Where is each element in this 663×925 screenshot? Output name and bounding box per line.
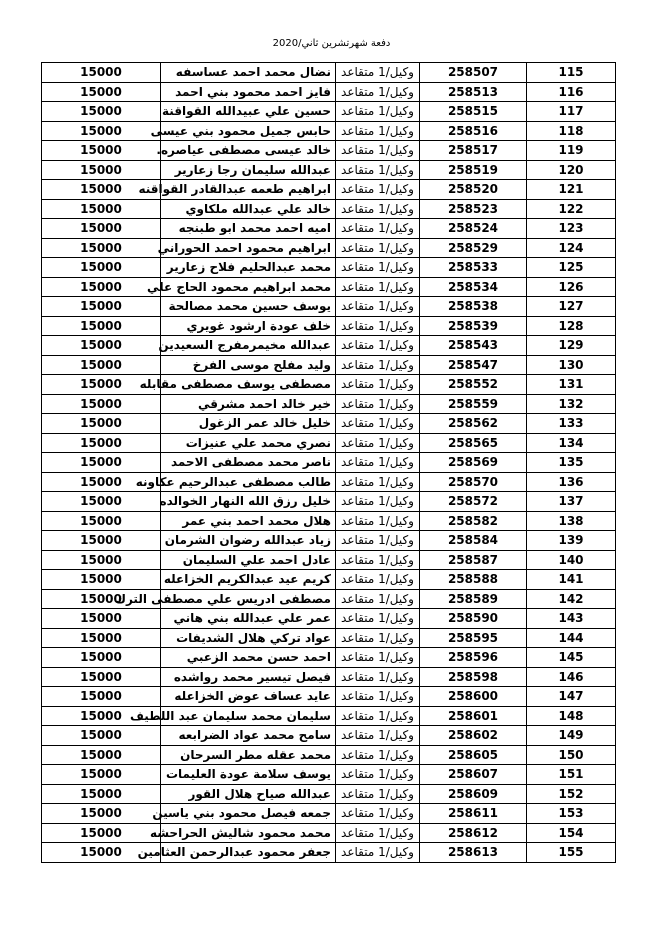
name-cell: حسين علي عبيدالله القواقنة xyxy=(161,102,336,122)
rank-cell: وكيل/1 متقاعد xyxy=(336,628,420,648)
table-row xyxy=(42,160,616,180)
amount-cell: 15000 xyxy=(42,492,161,512)
sequence-cell: 121 xyxy=(527,180,616,200)
rank-cell: وكيل/1 متقاعد xyxy=(336,667,420,687)
name-cell: يوسف حسين محمد مصالحة xyxy=(161,297,336,317)
name-cell: مصطفى يوسف مصطفى مقابله xyxy=(161,375,336,395)
amount-cell: 15000 xyxy=(42,706,161,726)
table-row xyxy=(42,472,616,492)
name-cell: فيصل تيسير محمد رواشده xyxy=(161,667,336,687)
amount-cell: 15000 xyxy=(42,531,161,551)
roster-body xyxy=(42,63,616,863)
name-cell: محمد ابراهيم محمود الحاج علي xyxy=(161,277,336,297)
amount-cell: 15000 xyxy=(42,745,161,765)
table-row xyxy=(42,297,616,317)
rank-cell: وكيل/1 متقاعد xyxy=(336,531,420,551)
id-number-cell: 258612 xyxy=(420,823,527,843)
name-cell: عادل احمد علي السليمان xyxy=(161,550,336,570)
id-number-cell: 258523 xyxy=(420,199,527,219)
rank-cell: وكيل/1 متقاعد xyxy=(336,687,420,707)
id-number-cell: 258534 xyxy=(420,277,527,297)
amount-cell: 15000 xyxy=(42,258,161,278)
amount-cell: 15000 xyxy=(42,355,161,375)
id-number-cell: 258611 xyxy=(420,804,527,824)
rank-cell: وكيل/1 متقاعد xyxy=(336,550,420,570)
name-cell: ابراهيم محمود احمد الحوراني xyxy=(161,238,336,258)
table-row xyxy=(42,531,616,551)
sequence-cell: 144 xyxy=(527,628,616,648)
id-number-cell: 258517 xyxy=(420,141,527,161)
sequence-cell: 136 xyxy=(527,472,616,492)
amount-cell: 15000 xyxy=(42,687,161,707)
amount-cell: 15000 xyxy=(42,628,161,648)
name-cell: ناصر محمد مصطفى الاحمد xyxy=(161,453,336,473)
sequence-cell: 150 xyxy=(527,745,616,765)
name-cell: خير خالد احمد مشرقي xyxy=(161,394,336,414)
table-row xyxy=(42,726,616,746)
table-row xyxy=(42,355,616,375)
id-number-cell: 258589 xyxy=(420,589,527,609)
id-number-cell: 258519 xyxy=(420,160,527,180)
id-number-cell: 258570 xyxy=(420,472,527,492)
rank-cell: وكيل/1 متقاعد xyxy=(336,121,420,141)
id-number-cell: 258587 xyxy=(420,550,527,570)
id-number-cell: 258569 xyxy=(420,453,527,473)
name-cell: محمد عقله مطر السرحان xyxy=(161,745,336,765)
rank-cell: وكيل/1 متقاعد xyxy=(336,336,420,356)
sequence-cell: 140 xyxy=(527,550,616,570)
sequence-cell: 122 xyxy=(527,199,616,219)
sequence-cell: 154 xyxy=(527,823,616,843)
amount-cell: 15000 xyxy=(42,843,161,863)
table-row xyxy=(42,82,616,102)
table-row xyxy=(42,843,616,863)
id-number-cell: 258590 xyxy=(420,609,527,629)
amount-cell: 15000 xyxy=(42,297,161,317)
amount-cell: 15000 xyxy=(42,102,161,122)
id-number-cell: 258605 xyxy=(420,745,527,765)
amount-cell: 15000 xyxy=(42,238,161,258)
amount-cell: 15000 xyxy=(42,316,161,336)
rank-cell: وكيل/1 متقاعد xyxy=(336,609,420,629)
table-row xyxy=(42,258,616,278)
rank-cell: وكيل/1 متقاعد xyxy=(336,706,420,726)
amount-cell: 15000 xyxy=(42,726,161,746)
amount-cell: 15000 xyxy=(42,609,161,629)
amount-cell: 15000 xyxy=(42,511,161,531)
name-cell: خالد عيسى مصطفى عياصره. xyxy=(161,141,336,161)
name-cell: فايز احمد محمود بني احمد xyxy=(161,82,336,102)
rank-cell: وكيل/1 متقاعد xyxy=(336,199,420,219)
rank-cell: وكيل/1 متقاعد xyxy=(336,726,420,746)
sequence-cell: 138 xyxy=(527,511,616,531)
name-cell: زياد عبدالله رضوان الشرمان xyxy=(161,531,336,551)
table-row xyxy=(42,804,616,824)
id-number-cell: 258529 xyxy=(420,238,527,258)
rank-cell: وكيل/1 متقاعد xyxy=(336,765,420,785)
name-cell: عايد عساف عوض الخزاعله xyxy=(161,687,336,707)
id-number-cell: 258602 xyxy=(420,726,527,746)
id-number-cell: 258598 xyxy=(420,667,527,687)
sequence-cell: 142 xyxy=(527,589,616,609)
table-row xyxy=(42,336,616,356)
rank-cell: وكيل/1 متقاعد xyxy=(336,648,420,668)
rank-cell: وكيل/1 متقاعد xyxy=(336,745,420,765)
sequence-cell: 143 xyxy=(527,609,616,629)
sequence-cell: 124 xyxy=(527,238,616,258)
table-row xyxy=(42,316,616,336)
id-number-cell: 258533 xyxy=(420,258,527,278)
rank-cell: وكيل/1 متقاعد xyxy=(336,219,420,239)
name-cell: خليل خالد عمر الزغول xyxy=(161,414,336,434)
table-row xyxy=(42,609,616,629)
table-row xyxy=(42,492,616,512)
table-row xyxy=(42,706,616,726)
sequence-cell: 115 xyxy=(527,63,616,83)
table-row xyxy=(42,433,616,453)
amount-cell: 15000 xyxy=(42,180,161,200)
amount-cell: 15000 xyxy=(42,472,161,492)
name-cell: جمعه فيصل محمود بني ياسين xyxy=(161,804,336,824)
table-row xyxy=(42,765,616,785)
amount-cell: 15000 xyxy=(42,277,161,297)
sequence-cell: 128 xyxy=(527,316,616,336)
id-number-cell: 258515 xyxy=(420,102,527,122)
name-cell: مصطفى ادريس علي مصطفى الترك xyxy=(161,589,336,609)
id-number-cell: 258559 xyxy=(420,394,527,414)
sequence-cell: 118 xyxy=(527,121,616,141)
id-number-cell: 258524 xyxy=(420,219,527,239)
name-cell: اميه احمد محمد ابو طبنجه xyxy=(161,219,336,239)
name-cell: محمد محمود شاليش الحراحشه xyxy=(161,823,336,843)
name-cell: حابس جميل محمود بني عيسى xyxy=(161,121,336,141)
rank-cell: وكيل/1 متقاعد xyxy=(336,589,420,609)
name-cell: هلال محمد احمد بني عمر xyxy=(161,511,336,531)
page-header: دفعة شهرتشرين ثاني/2020 xyxy=(272,38,391,49)
table-row xyxy=(42,141,616,161)
rank-cell: وكيل/1 متقاعد xyxy=(336,180,420,200)
amount-cell: 15000 xyxy=(42,784,161,804)
amount-cell: 15000 xyxy=(42,414,161,434)
table-row xyxy=(42,199,616,219)
table-row xyxy=(42,453,616,473)
sequence-cell: 139 xyxy=(527,531,616,551)
sequence-cell: 151 xyxy=(527,765,616,785)
sequence-cell: 123 xyxy=(527,219,616,239)
amount-cell: 15000 xyxy=(42,804,161,824)
table-row xyxy=(42,375,616,395)
id-number-cell: 258507 xyxy=(420,63,527,83)
sequence-cell: 119 xyxy=(527,141,616,161)
id-number-cell: 258582 xyxy=(420,511,527,531)
amount-cell: 15000 xyxy=(42,121,161,141)
rank-cell: وكيل/1 متقاعد xyxy=(336,355,420,375)
name-cell: نضال محمد احمد عساسفه xyxy=(161,63,336,83)
rank-cell: وكيل/1 متقاعد xyxy=(336,843,420,863)
name-cell: سامح محمد عواد الضرابعه xyxy=(161,726,336,746)
id-number-cell: 258552 xyxy=(420,375,527,395)
sequence-cell: 126 xyxy=(527,277,616,297)
sequence-cell: 130 xyxy=(527,355,616,375)
amount-cell: 15000 xyxy=(42,219,161,239)
rank-cell: وكيل/1 متقاعد xyxy=(336,82,420,102)
sequence-cell: 134 xyxy=(527,433,616,453)
table-row xyxy=(42,784,616,804)
sequence-cell: 133 xyxy=(527,414,616,434)
sequence-cell: 146 xyxy=(527,667,616,687)
id-number-cell: 258596 xyxy=(420,648,527,668)
id-number-cell: 258572 xyxy=(420,492,527,512)
sequence-cell: 117 xyxy=(527,102,616,122)
sequence-cell: 135 xyxy=(527,453,616,473)
amount-cell: 15000 xyxy=(42,375,161,395)
id-number-cell: 258588 xyxy=(420,570,527,590)
table-row xyxy=(42,394,616,414)
name-cell: خلف عودة ارشود غويري xyxy=(161,316,336,336)
table-row xyxy=(42,589,616,609)
id-number-cell: 258520 xyxy=(420,180,527,200)
rank-cell: وكيل/1 متقاعد xyxy=(336,433,420,453)
rank-cell: وكيل/1 متقاعد xyxy=(336,511,420,531)
sequence-cell: 120 xyxy=(527,160,616,180)
rank-cell: وكيل/1 متقاعد xyxy=(336,238,420,258)
id-number-cell: 258609 xyxy=(420,784,527,804)
name-cell: عبدالله سليمان رجا زعارير xyxy=(161,160,336,180)
rank-cell: وكيل/1 متقاعد xyxy=(336,414,420,434)
id-number-cell: 258538 xyxy=(420,297,527,317)
sequence-cell: 148 xyxy=(527,706,616,726)
sequence-cell: 145 xyxy=(527,648,616,668)
rank-cell: وكيل/1 متقاعد xyxy=(336,472,420,492)
rank-cell: وكيل/1 متقاعد xyxy=(336,394,420,414)
rank-cell: وكيل/1 متقاعد xyxy=(336,63,420,83)
name-cell: عواد تركي هلال الشديفات xyxy=(161,628,336,648)
rank-cell: وكيل/1 متقاعد xyxy=(336,784,420,804)
rank-cell: وكيل/1 متقاعد xyxy=(336,375,420,395)
rank-cell: وكيل/1 متقاعد xyxy=(336,102,420,122)
amount-cell: 15000 xyxy=(42,550,161,570)
rank-cell: وكيل/1 متقاعد xyxy=(336,570,420,590)
amount-cell: 15000 xyxy=(42,63,161,83)
table-row xyxy=(42,414,616,434)
amount-cell: 15000 xyxy=(42,823,161,843)
amount-cell: 15000 xyxy=(42,394,161,414)
rank-cell: وكيل/1 متقاعد xyxy=(336,277,420,297)
amount-cell: 15000 xyxy=(42,141,161,161)
name-cell: محمد عبدالحليم فلاح زعارير xyxy=(161,258,336,278)
sequence-cell: 141 xyxy=(527,570,616,590)
amount-cell: 15000 xyxy=(42,160,161,180)
amount-cell: 15000 xyxy=(42,570,161,590)
amount-cell: 15000 xyxy=(42,453,161,473)
name-cell: ابراهيم طعمه عبدالقادر القواقنه xyxy=(161,180,336,200)
amount-cell: 15000 xyxy=(42,199,161,219)
rank-cell: وكيل/1 متقاعد xyxy=(336,258,420,278)
table-row xyxy=(42,628,616,648)
name-cell: طالب مصطفى عبدالرحيم عكاونه xyxy=(161,472,336,492)
table-row xyxy=(42,823,616,843)
table-row xyxy=(42,238,616,258)
amount-cell: 15000 xyxy=(42,433,161,453)
sequence-cell: 116 xyxy=(527,82,616,102)
name-cell: عبدالله مخيمرمفرج السعيدين xyxy=(161,336,336,356)
rank-cell: وكيل/1 متقاعد xyxy=(336,316,420,336)
sequence-cell: 149 xyxy=(527,726,616,746)
table-row xyxy=(42,277,616,297)
id-number-cell: 258600 xyxy=(420,687,527,707)
id-number-cell: 258513 xyxy=(420,82,527,102)
rank-cell: وكيل/1 متقاعد xyxy=(336,823,420,843)
name-cell: يوسف سلامة عودة العليمات xyxy=(161,765,336,785)
table-row xyxy=(42,570,616,590)
rank-cell: وكيل/1 متقاعد xyxy=(336,297,420,317)
amount-cell: 15000 xyxy=(42,82,161,102)
id-number-cell: 258595 xyxy=(420,628,527,648)
name-cell: كريم عيد عبدالكريم الخزاعله xyxy=(161,570,336,590)
sequence-cell: 153 xyxy=(527,804,616,824)
sequence-cell: 147 xyxy=(527,687,616,707)
name-cell: احمد حسن محمد الزعبي xyxy=(161,648,336,668)
amount-cell: 15000 xyxy=(42,765,161,785)
id-number-cell: 258613 xyxy=(420,843,527,863)
id-number-cell: 258543 xyxy=(420,336,527,356)
table-row xyxy=(42,63,616,83)
sequence-cell: 132 xyxy=(527,394,616,414)
table-row xyxy=(42,102,616,122)
rank-cell: وكيل/1 متقاعد xyxy=(336,141,420,161)
amount-cell: 15000 xyxy=(42,648,161,668)
id-number-cell: 258562 xyxy=(420,414,527,434)
id-number-cell: 258565 xyxy=(420,433,527,453)
id-number-cell: 258547 xyxy=(420,355,527,375)
sequence-cell: 125 xyxy=(527,258,616,278)
amount-cell: 15000 xyxy=(42,589,161,609)
id-number-cell: 258607 xyxy=(420,765,527,785)
sequence-cell: 152 xyxy=(527,784,616,804)
amount-cell: 15000 xyxy=(42,336,161,356)
table-row xyxy=(42,745,616,765)
id-number-cell: 258516 xyxy=(420,121,527,141)
name-cell: وليد مفلح موسى الفرخ xyxy=(161,355,336,375)
rank-cell: وكيل/1 متقاعد xyxy=(336,160,420,180)
table-row xyxy=(42,511,616,531)
name-cell: نصري محمد علي عنيزات xyxy=(161,433,336,453)
sequence-cell: 155 xyxy=(527,843,616,863)
roster-table xyxy=(41,62,616,863)
rank-cell: وكيل/1 متقاعد xyxy=(336,804,420,824)
name-cell: خليل رزق الله النهار الخوالده xyxy=(161,492,336,512)
id-number-cell: 258584 xyxy=(420,531,527,551)
name-cell: سليمان محمد سليمان عبد اللطيف xyxy=(161,706,336,726)
sequence-cell: 127 xyxy=(527,297,616,317)
name-cell: خالد علي عبدالله ملكاوي xyxy=(161,199,336,219)
sequence-cell: 131 xyxy=(527,375,616,395)
table-row xyxy=(42,219,616,239)
table-row xyxy=(42,667,616,687)
name-cell: جعفر محمود عبدالرحمن العثامين xyxy=(161,843,336,863)
sequence-cell: 129 xyxy=(527,336,616,356)
name-cell: عبدالله صياح هلال القور xyxy=(161,784,336,804)
sequence-cell: 137 xyxy=(527,492,616,512)
id-number-cell: 258601 xyxy=(420,706,527,726)
table-row xyxy=(42,550,616,570)
table-row xyxy=(42,687,616,707)
id-number-cell: 258539 xyxy=(420,316,527,336)
amount-cell: 15000 xyxy=(42,667,161,687)
name-cell: عمر علي عبدالله بني هاني xyxy=(161,609,336,629)
table-row xyxy=(42,180,616,200)
rank-cell: وكيل/1 متقاعد xyxy=(336,492,420,512)
table-row xyxy=(42,121,616,141)
rank-cell: وكيل/1 متقاعد xyxy=(336,453,420,473)
table-row xyxy=(42,648,616,668)
